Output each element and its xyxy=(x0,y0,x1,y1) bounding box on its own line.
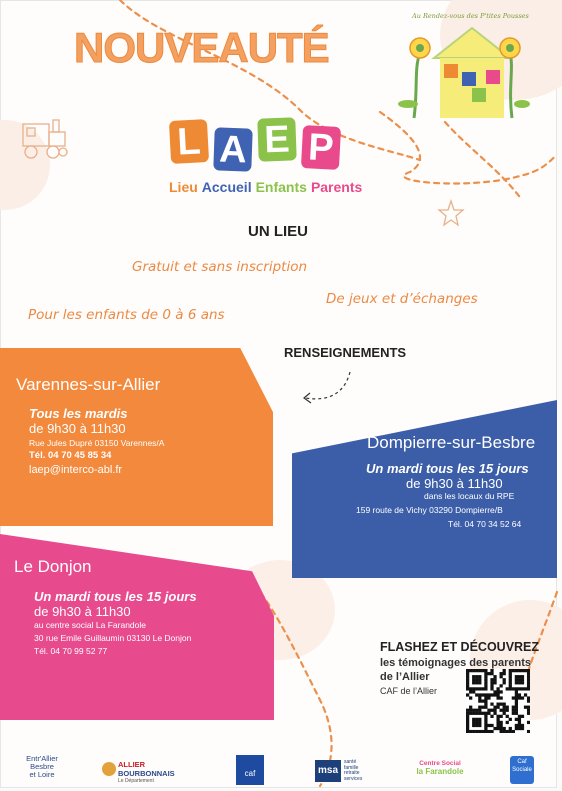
varennes-hours: de 9h30 à 11h30 xyxy=(29,421,126,436)
dompierre-day: Un mardi tous les 15 jours xyxy=(366,461,529,476)
page-title: NOUVEAUTÉ xyxy=(74,24,329,71)
logo-allier-bourbonnais: ALLIER BOURBONNAIS Le Département xyxy=(100,760,192,784)
donjon-phone: Tél. 04 70 99 52 77 xyxy=(34,646,108,656)
qr-code[interactable] xyxy=(466,669,530,733)
logo-msa: msa santé famille retraite services xyxy=(315,760,375,782)
laep-letter-e: E xyxy=(257,117,296,161)
laep-subtitle xyxy=(169,179,366,195)
dompierre-city: Dompierre-sur-Besbre xyxy=(367,433,536,452)
star-icon xyxy=(436,199,466,227)
train-icon xyxy=(15,108,75,164)
subtitle-accueil: Accueil xyxy=(201,179,252,195)
flash-line-1: les témoignages des parents xyxy=(380,657,531,669)
donjon-day: Un mardi tous les 15 jours xyxy=(34,589,197,604)
logo-entrallier: Entr'Allier Besbre et Loire xyxy=(26,754,58,779)
varennes-address: Rue Jules Dupré 03150 Varennes/A xyxy=(29,438,165,448)
intro-line-free: Gratuit et sans inscription xyxy=(132,259,308,275)
logo-caf-sociale: Caf Sociale xyxy=(510,756,534,784)
badge-caption: Au Rendez-vous des P'tites Pousses xyxy=(412,12,529,20)
subtitle-parents: Parents xyxy=(310,179,363,195)
intro-line-ages: Pour les enfants de 0 à 6 ans xyxy=(28,307,225,323)
msa-square-icon: msa xyxy=(315,760,341,782)
varennes-phone: Tél. 04 70 45 85 34 xyxy=(29,450,112,461)
ptites-pousses-logo xyxy=(394,8,532,126)
flash-line-2: de l’Allier xyxy=(380,671,430,683)
intro-heading: UN LIEU xyxy=(248,223,308,240)
donjon-address: 30 rue Emile Guillaumin 03130 Le Donjon xyxy=(34,633,192,643)
department-emblem-icon xyxy=(102,762,116,776)
laep-letter-l: L xyxy=(169,119,209,164)
flash-title: FLASHEZ ET DÉCOUVREZ xyxy=(380,640,540,654)
dompierre-hours: de 9h30 à 11h30 xyxy=(406,476,503,491)
laep-letter-a: A xyxy=(213,127,252,171)
donjon-hours: de 9h30 à 11h30 xyxy=(34,604,131,619)
laep-letter-p: P xyxy=(301,125,341,170)
dompierre-address: 159 route de Vichy 03290 Dompierre/B xyxy=(356,505,503,515)
intro-line-games: De jeux et d’échanges xyxy=(326,291,478,307)
logo-caf: caf xyxy=(236,755,264,785)
logo-farandole: Centre Social la Farandole xyxy=(416,760,464,776)
varennes-email[interactable]: laep@interco-abl.fr xyxy=(29,464,123,476)
donjon-place: au centre social La Farandole xyxy=(34,620,146,630)
varennes-day: Tous les mardis xyxy=(29,406,128,421)
flash-line-3: CAF de l’Allier xyxy=(380,686,438,696)
house-flowers-icon xyxy=(394,8,532,126)
renseignements-heading: RENSEIGNEMENTS xyxy=(284,345,407,360)
subtitle-lieu: Lieu xyxy=(169,179,198,195)
dompierre-place: dans les locaux du RPE xyxy=(424,491,515,501)
dompierre-phone: Tél. 04 70 34 52 64 xyxy=(448,519,522,529)
donjon-city: Le Donjon xyxy=(14,557,92,576)
subtitle-enfants: Enfants xyxy=(255,179,307,195)
varennes-city: Varennes-sur-Allier xyxy=(16,375,161,394)
pointer-arrow xyxy=(306,372,350,399)
